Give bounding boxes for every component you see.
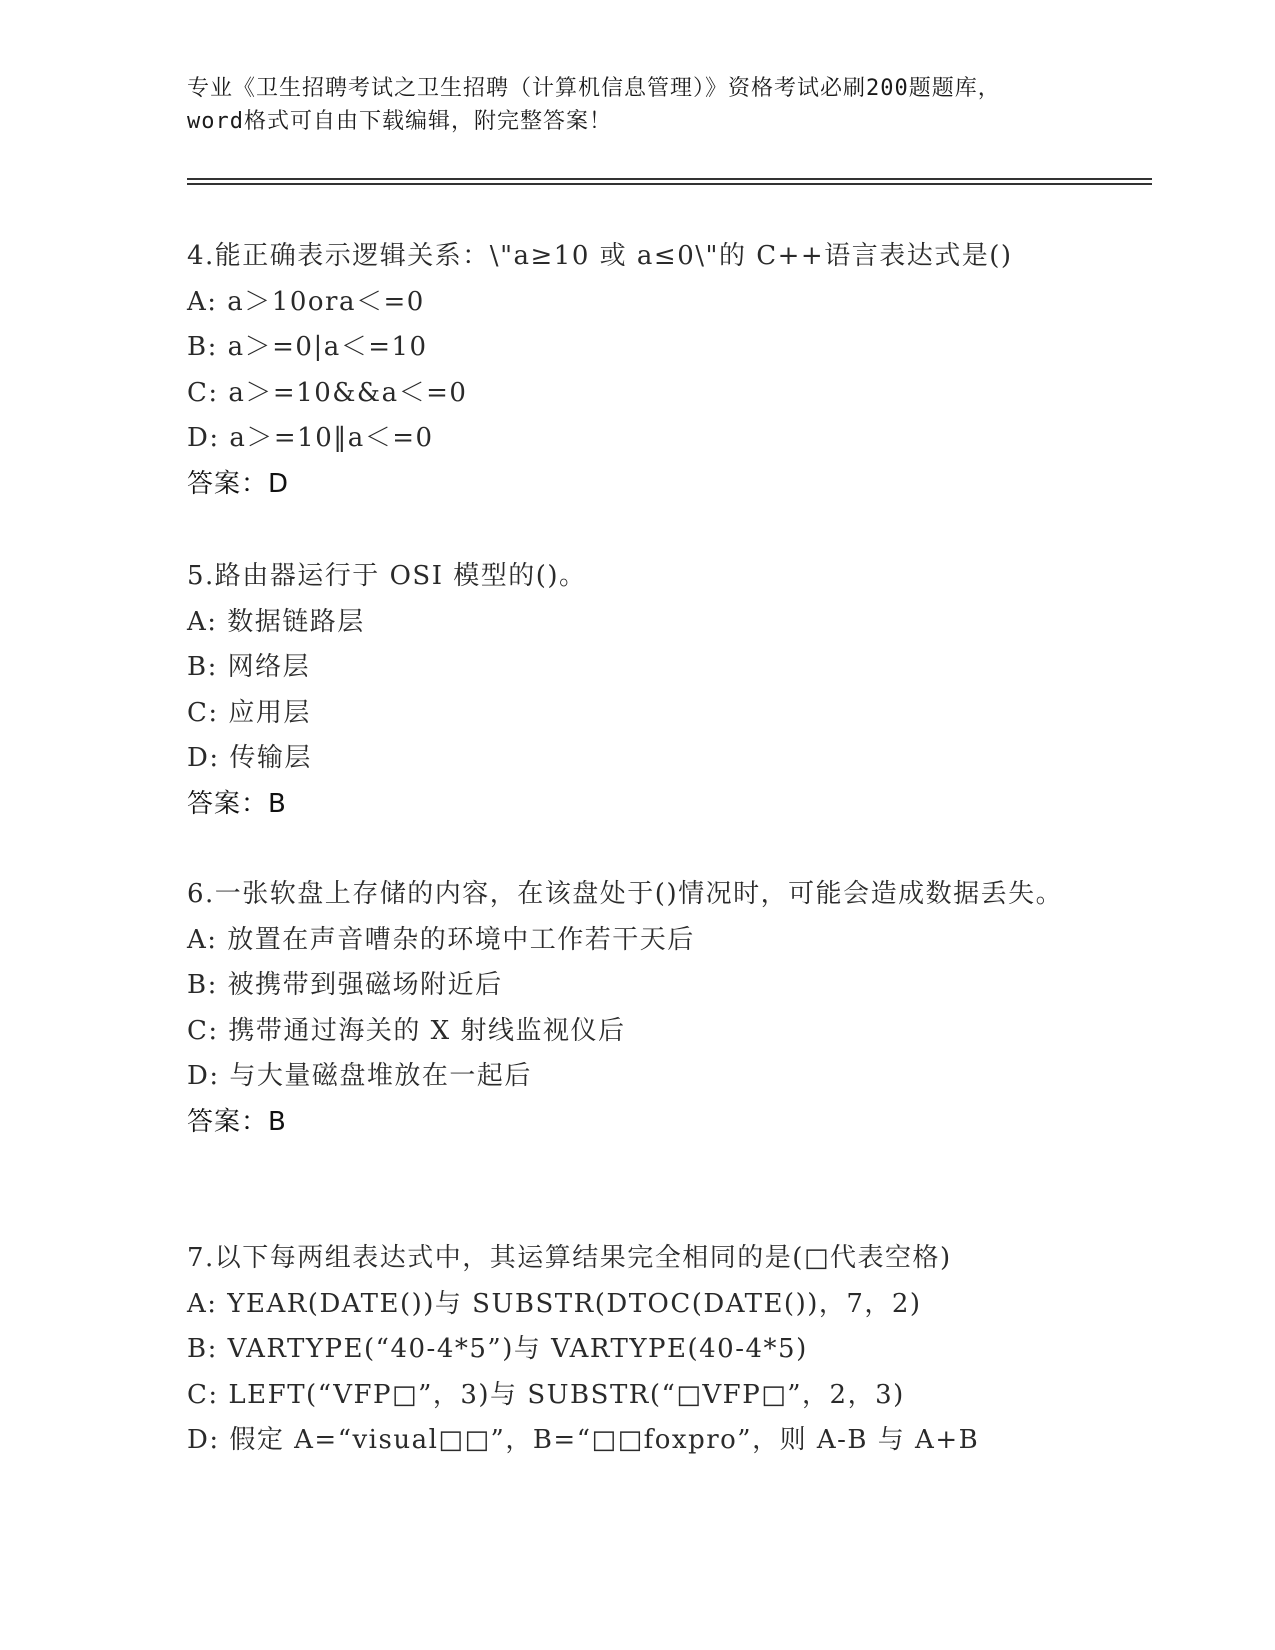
- answer-line: 答案：B: [187, 1106, 287, 1137]
- question-7: [187, 1236, 1087, 1464]
- option-c: C: 应用层: [187, 697, 311, 728]
- header-divider-bottom: [187, 183, 1152, 185]
- option-d: D: 传输层: [187, 743, 312, 773]
- document-header: [187, 72, 1087, 138]
- question-stem: 4.能正确表示逻辑关系：\"a≥10 或 a≤0\"的 C++语言表达式是(): [187, 241, 1013, 271]
- question-5: [187, 554, 1087, 827]
- option-b: B: a＞=0|a＜=10: [187, 332, 428, 362]
- option-b: B: 网络层: [187, 652, 311, 682]
- option-b: B: 被携带到强磁场附近后: [187, 970, 503, 1000]
- option-c: C: a＞=10&&a＜=0: [187, 377, 468, 408]
- option-a: A: 数据链路层: [187, 606, 365, 637]
- option-b: B: VARTYPE(“40-4*5”)与 VARTYPE(40-4*5): [187, 1334, 808, 1364]
- header-title-line-2: word格式可自由下载编辑，附完整答案！: [187, 109, 612, 134]
- option-c: C: LEFT(“VFP□”，3)与 SUBSTR(“□VFP□”，2，3): [187, 1379, 905, 1410]
- option-c: C: 携带通过海关的 X 射线监视仪后: [187, 1015, 626, 1046]
- answer-line: 答案：B: [187, 788, 287, 819]
- question-6: [187, 872, 1087, 1145]
- header-title-line-1: 专业《卫生招聘考试之卫生招聘（计算机信息管理）》资格考试必刷200题题库，: [187, 76, 1001, 101]
- question-stem: 5.路由器运行于 OSI 模型的()。: [187, 561, 587, 591]
- option-a: A: YEAR(DATE())与 SUBSTR(DTOC(DATE())，7，2): [187, 1288, 922, 1319]
- header-divider-top: [187, 178, 1152, 180]
- option-a: A: a＞10ora＜=0: [187, 286, 425, 317]
- option-d: D: 假定 A=“visual□□”，B=“□□foxpro”，则 A-B 与 A+B: [187, 1425, 980, 1455]
- question-stem: 6.一张软盘上存储的内容，在该盘处于()情况时，可能会造成数据丢失。: [187, 879, 1064, 909]
- question-4: [187, 234, 1087, 507]
- option-d: D: a＞=10‖a＜=0: [187, 423, 434, 453]
- question-stem: 7.以下每两组表达式中，其运算结果完全相同的是(□代表空格): [187, 1243, 952, 1273]
- option-a: A: 放置在声音嘈杂的环境中工作若干天后: [187, 924, 695, 955]
- option-d: D: 与大量磁盘堆放在一起后: [187, 1061, 532, 1091]
- answer-line: 答案：D: [187, 468, 290, 499]
